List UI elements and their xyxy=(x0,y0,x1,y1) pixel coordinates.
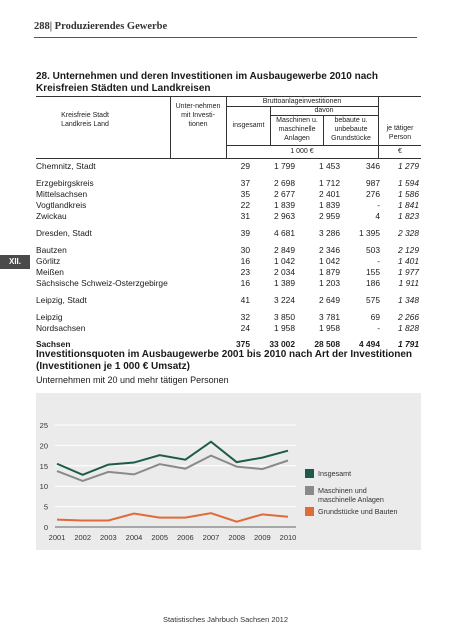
chapter-tab: XII. xyxy=(0,255,30,269)
legend-label: Insgesamt xyxy=(318,469,352,478)
page-header: 288| Produzierendes Gewerbe xyxy=(34,21,168,32)
table-row: Vogtlandkreis 22 1 839 1 839 - 1 841 xyxy=(36,200,419,210)
legend-label: Grundstücke und Bauten xyxy=(318,507,398,516)
legend-swatch xyxy=(305,507,314,516)
legend-label: Maschinen und maschinelle Anlagen xyxy=(318,486,384,504)
chart-title: Investitionsquoten im Ausbaugewerbe 2001 bis 2010 nach Art der Investitionen (Investitionen je 1 000 € Umsatz) xyxy=(36,349,413,372)
x-tick-label: 2004 xyxy=(125,533,143,542)
table-row: Görlitz 16 1 042 1 042 - 1 401 xyxy=(36,256,419,266)
col-header-companies: Unter-nehmen mit Investi-tionen xyxy=(175,103,221,128)
table-row: Sächsische Schweiz-Osterzgebirge 16 1 389 1 203 186 1 911 xyxy=(36,278,419,288)
col-header-region: Kreisfreie Stadt Landkreis Land xyxy=(61,112,109,128)
table-row: Bautzen 30 2 849 2 346 503 2 129 xyxy=(36,245,419,255)
unit-thousand-euro: 1 000 € xyxy=(290,148,314,155)
legend-swatch xyxy=(305,469,314,478)
table-row: Chemnitz, Stadt 29 1 799 1 453 346 1 279 xyxy=(36,161,419,171)
table-row: Nordsachsen 24 1 958 1 958 - 1 828 xyxy=(36,323,419,333)
col-header-per-person: je tätiger Person xyxy=(386,125,414,141)
x-tick-label: 2010 xyxy=(279,533,297,542)
x-tick-label: 2002 xyxy=(74,533,92,542)
table-row: Leipzig 32 3 850 3 781 69 2 266 xyxy=(36,312,419,322)
x-tick-label: 2005 xyxy=(151,533,169,542)
table-row: Meißen 23 2 034 1 879 155 1 977 xyxy=(36,267,419,277)
y-tick-label: 10 xyxy=(39,482,48,492)
x-tick-label: 2003 xyxy=(99,533,117,542)
table-title: 28. Unternehmen und deren Investitionen im Ausbaugewerbe 2010 nach Kreisfreien Städten und Landkreisen xyxy=(36,71,378,94)
y-tick-label: 15 xyxy=(39,461,48,471)
unit-euro: € xyxy=(398,148,402,155)
page-footer: Statistisches Jahrbuch Sachsen 2012 xyxy=(162,615,289,624)
y-tick-label: 20 xyxy=(39,441,48,451)
table-row: Erzgebirgskreis 37 2 698 1 712 987 1 594 xyxy=(36,178,419,188)
table-total-row: Sachsen 375 33 002 28 508 4 494 1 791 xyxy=(36,339,419,349)
legend-swatch xyxy=(305,486,314,495)
y-tick-label: 5 xyxy=(43,502,48,512)
col-header-group: Bruttoanlageinvestitionen xyxy=(262,98,342,105)
x-tick-label: 2006 xyxy=(176,533,194,542)
table-row: Zwickau 31 2 963 2 959 4 1 823 xyxy=(36,211,419,221)
col-header-machines: Maschinen u. maschinelle Anlagen xyxy=(276,117,318,142)
table-row: Leipzig, Stadt 41 3 224 2 649 575 1 348 xyxy=(36,295,419,305)
x-tick-label: 2001 xyxy=(48,533,66,542)
y-tick-label: 25 xyxy=(39,421,48,430)
col-header-land: bebaute u. unbebaute Grundstücke xyxy=(331,117,371,142)
x-tick-label: 2007 xyxy=(202,533,220,542)
col-header-davon: davon xyxy=(314,107,334,114)
col-header-total: insgesamt xyxy=(232,122,265,129)
table-row: Dresden, Stadt 39 4 681 3 286 1 395 2 328 xyxy=(36,228,419,238)
table-row: Mittelsachsen 35 2 677 2 401 276 1 586 xyxy=(36,189,419,199)
y-tick-label: 0 xyxy=(43,523,48,532)
chart-background xyxy=(36,393,421,550)
chart-subtitle: Unternehmen mit 20 und mehr tätigen Personen xyxy=(36,375,229,385)
x-tick-label: 2008 xyxy=(228,533,246,542)
x-tick-label: 2009 xyxy=(253,533,271,542)
